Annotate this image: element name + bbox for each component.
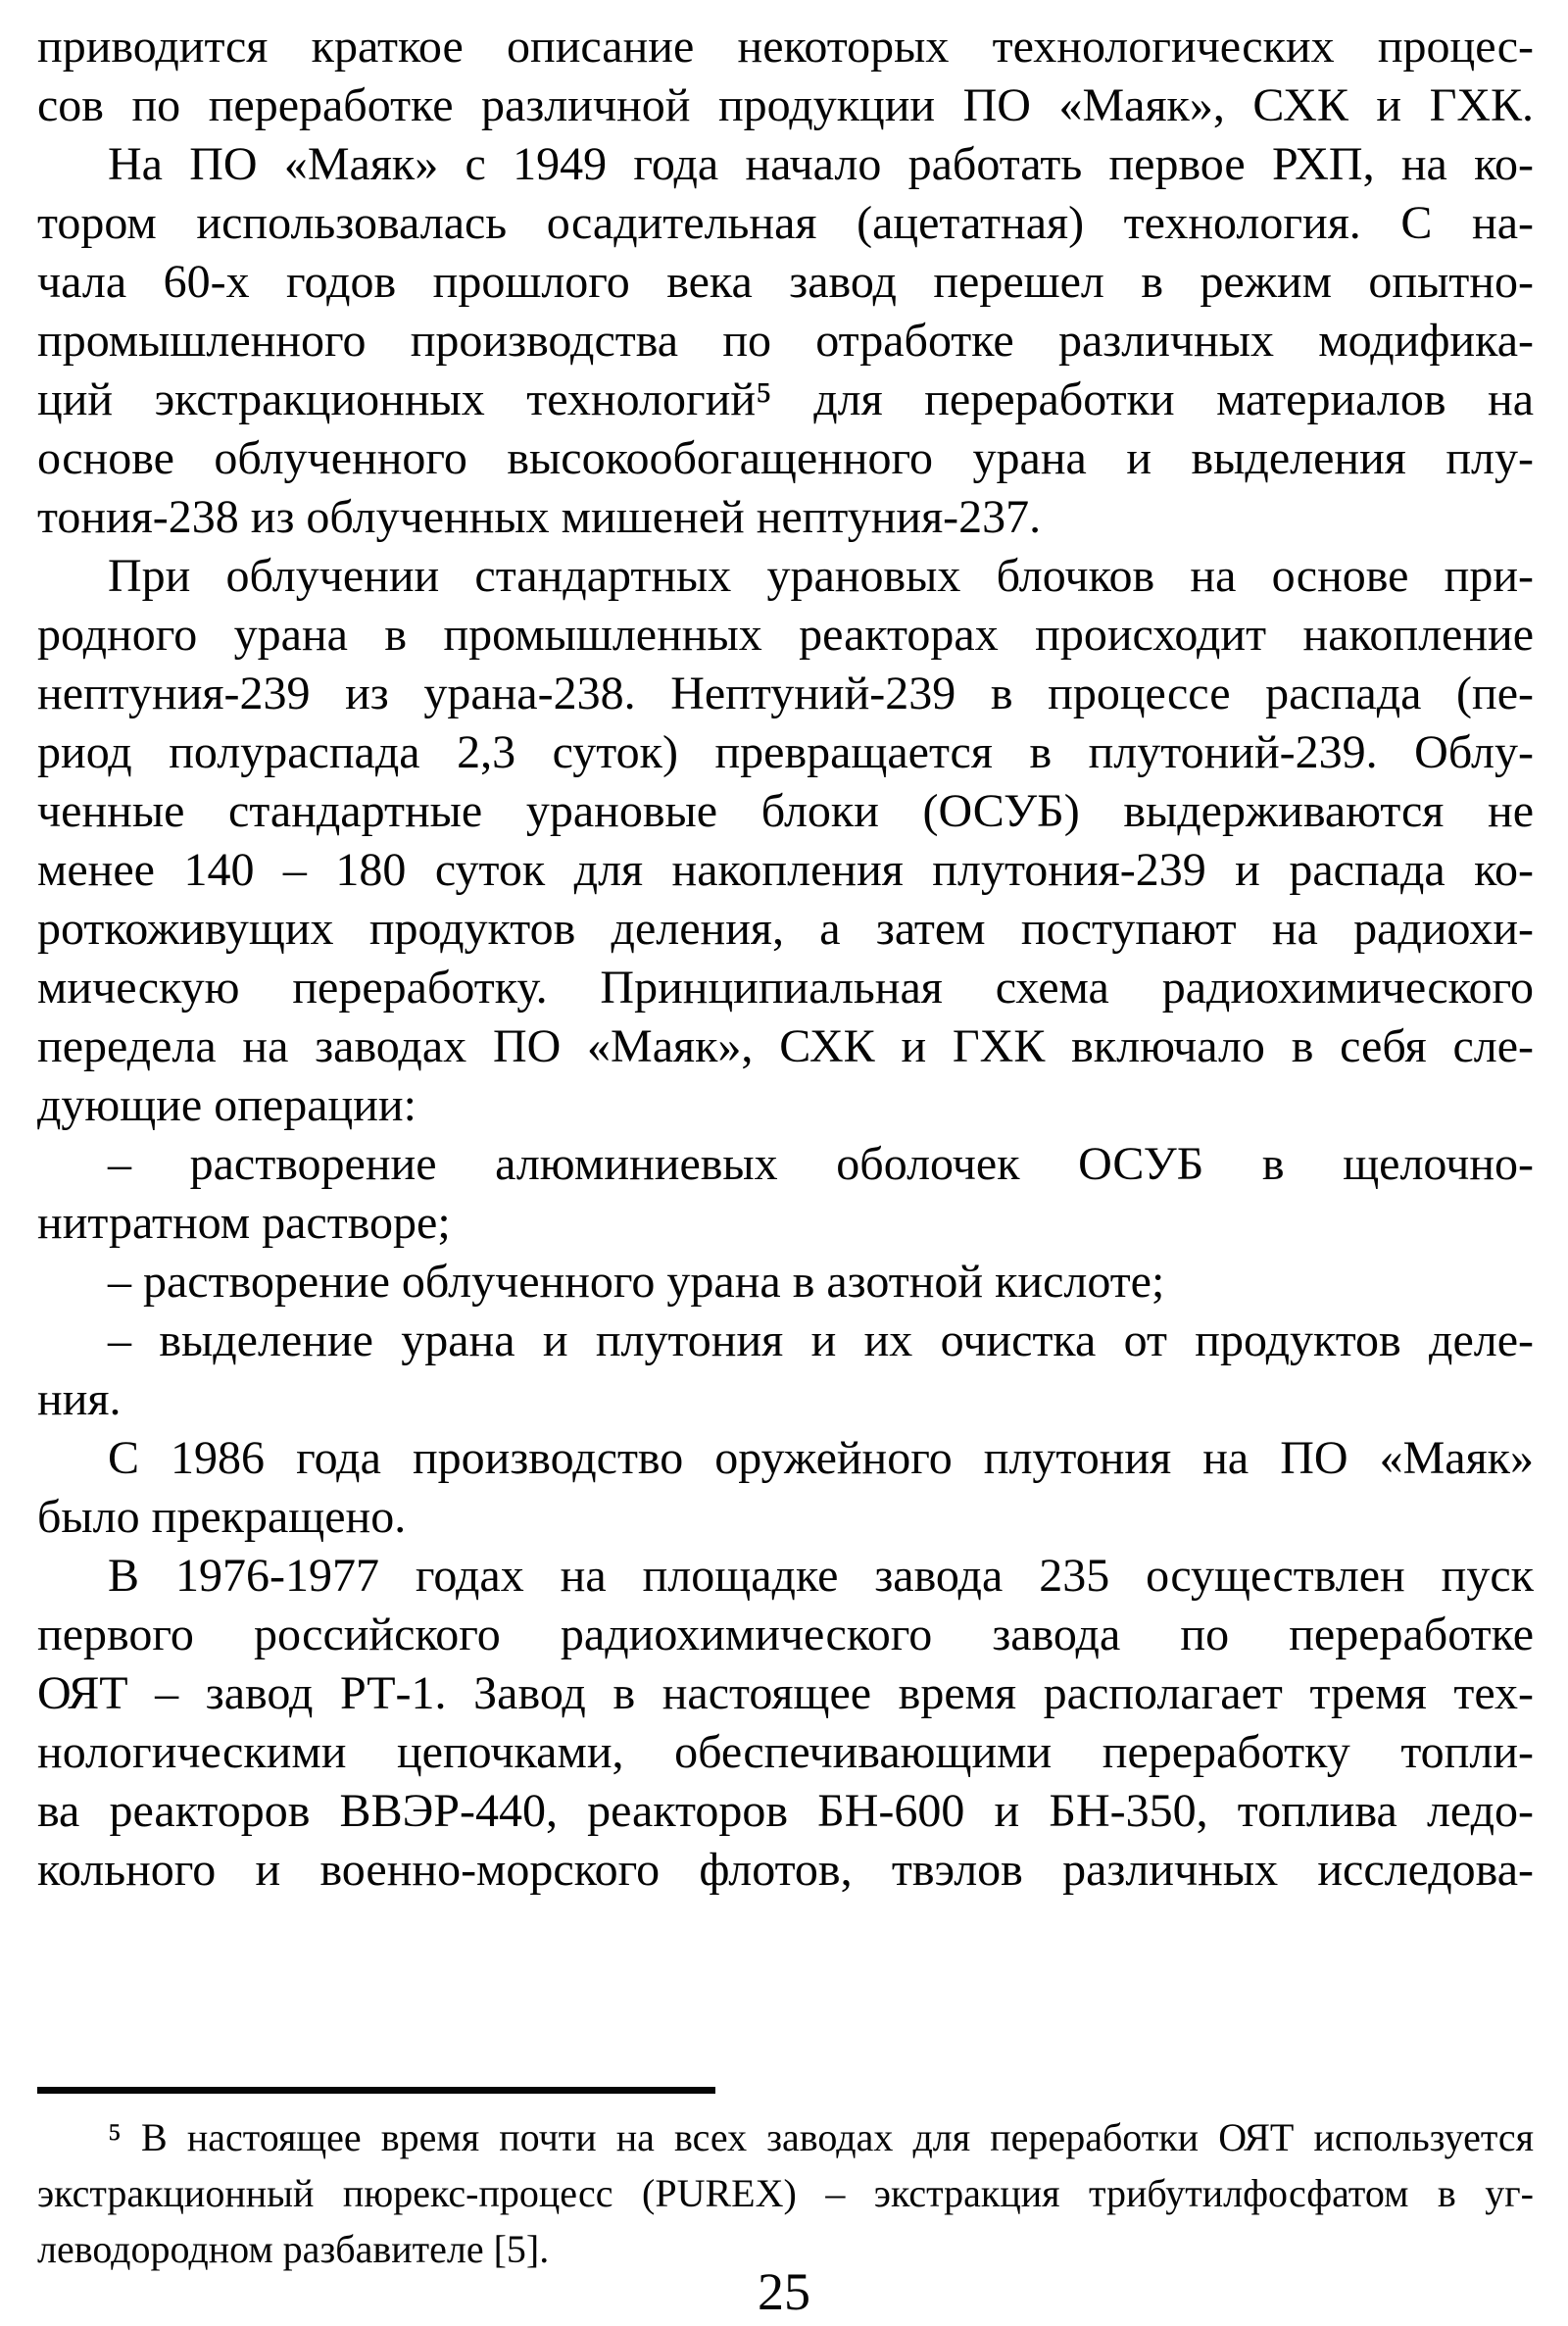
text-line: чала 60-х годов прошлого века завод перешел в режим опытно- [37,256,1534,308]
text-line: тором использовалась осадительная (ацетатная) технология. С на- [37,197,1534,249]
text-line: дующие операции: [37,1079,416,1131]
text-line: менее 140 – 180 суток для накопления плутония-239 и распада ко- [37,844,1534,896]
text-line: нитратном растворе; [37,1197,451,1249]
text-line: ОЯТ – завод РТ-1. Завод в настоящее время располагает тремя тех- [37,1667,1534,1719]
footnote-line: леводородном разбавителе [5]. [37,2227,550,2271]
text-line: промышленного производства по отработке различных модифика- [37,315,1534,367]
text-line: На ПО «Маяк» с 1949 года начало работать первое РХП, на ко- [108,138,1534,190]
footnote-block [37,2109,1534,2277]
text-line: – выделение урана и плутония и их очистка от продуктов деле- [108,1314,1534,1366]
text-line: кольного и военно-морского флотов, твэлов различных исследова- [37,1844,1534,1896]
text-line: передела на заводах ПО «Маяк», СХК и ГХК включало в себя сле- [37,1020,1534,1072]
text-line: было прекращено. [37,1491,407,1543]
text-line: роткоживущих продуктов деления, а затем поступают на радиохи- [37,903,1534,955]
text-line: риод полураспада 2,3 суток) превращается в плутоний-239. Облу- [37,726,1534,778]
text-line: ния. [37,1373,122,1425]
text-line: мическую переработку. Принципиальная схема радиохимического [37,962,1534,1014]
text-line: первого российского радиохимического завода по переработке [37,1608,1534,1660]
text-line: ченные стандартные урановые блоки (ОСУБ) выдерживаются не [37,785,1534,837]
text-line: ва реакторов ВВЭР-440, реакторов БН-600 и БН-350, топлива ледо- [37,1785,1534,1837]
text-line: ций экстракционных технологий⁵ для переработки материалов на [37,373,1534,425]
footnote-separator-rule [37,2087,715,2094]
text-line: нологическими цепочками, обеспечивающими переработку топли- [37,1726,1534,1778]
text-line: основе облученного высокообогащенного урана и выделения плу- [37,432,1534,484]
text-line: – растворение облученного урана в азотной кислоте; [108,1256,1165,1308]
footnote-line: ⁵ В настоящее время почти на всех заводах для переработки ОЯТ используется [108,2115,1534,2159]
text-line: тония-238 из облученных мишеней нептуния-237. [37,491,1042,543]
text-line: приводится краткое описание некоторых технологических процес- [37,21,1534,73]
text-line: С 1986 года производство оружейного плутония на ПО «Маяк» [108,1432,1534,1484]
text-line: При облучении стандартных урановых блочков на основе при- [108,550,1534,602]
main-text-block [37,18,1534,1900]
footnote-line: экстракционный пюрекс-процесс (PUREX) – экстракция трибутилфосфатом в уг- [37,2171,1534,2215]
text-line: нептуния-239 из урана-238. Нептуний-239 в процессе распада (пе- [37,668,1534,719]
text-line: В 1976-1977 годах на площадке завода 235 осуществлен пуск [108,1550,1534,1602]
text-line: – растворение алюминиевых оболочек ОСУБ в щелочно- [108,1138,1534,1190]
page-number: 25 [758,2262,810,2321]
text-line: сов по переработке различной продукции ПО «Маяк», СХК и ГХК. [37,79,1534,131]
text-line: родного урана в промышленных реакторах происходит накопление [37,609,1534,661]
